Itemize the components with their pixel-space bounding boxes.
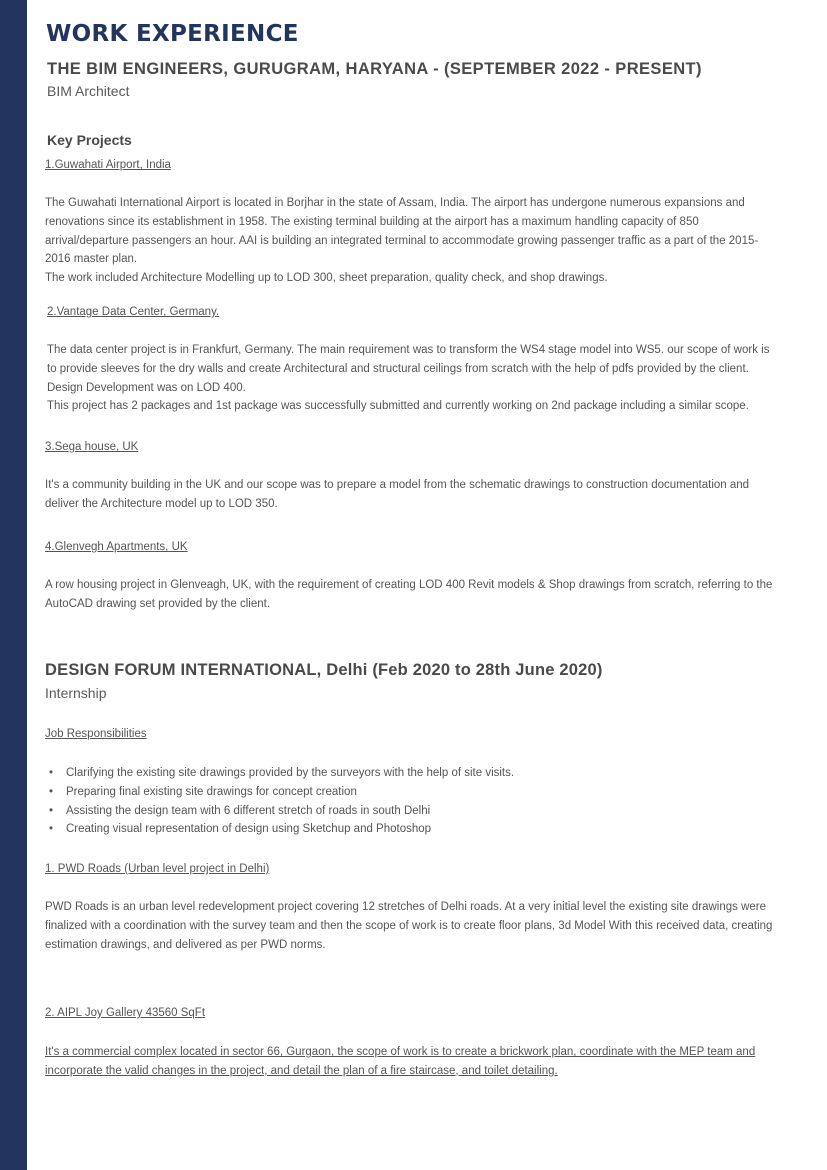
project-desc-vantage <box>47 341 775 416</box>
job1-role: BIM Architect <box>47 83 130 99</box>
paragraph: A row housing project in Glenveagh, UK, with the requirement of creating LOD 400 Revit models & Shop drawings from scratch, referring to the AutoCAD drawing set provided by the client. <box>45 579 773 610</box>
paragraph: PWD Roads is an urban level redevelopment project covering 12 stretches of Delhi roads. At a very initial level the existing site drawings were finalized with a coordination with the survey team and then the scope of work is to create floor plans, 3d Model With this received data, creating estimation drawings, and delivered as per PWD norms. <box>45 901 773 951</box>
sidebar-accent-strip <box>0 0 27 1170</box>
project-desc-pwd-roads <box>45 898 775 954</box>
project-desc-sega <box>45 476 775 514</box>
project-title-glenvegh: 4.Glenvegh Apartments, UK <box>45 541 188 553</box>
section-title: WORK EXPERIENCE <box>46 21 299 47</box>
project-desc-aipl-joy-gallery <box>45 1043 775 1081</box>
paragraph: The work included Architecture Modelling up to LOD 300, sheet preparation, quality check, and shop drawings. <box>45 272 608 285</box>
project-title-sega: 3.Sega house, UK <box>45 441 139 453</box>
responsibilities-list <box>46 764 514 839</box>
project-desc-glenvegh <box>45 576 775 614</box>
paragraph: The data center project is in Frankfurt, Germany. The main requirement was to transform the WS4 stage model into WS5. our scope of work is to provide sleeves for the dry walls and create Architectural and structural ceilings from scratch with the help of pdfs provided by the client. Design Development was on LOD 400. <box>47 344 770 394</box>
project-desc-guwahati <box>45 194 775 288</box>
list-item: • Clarifying the existing site drawings provided by the surveyors with the help of site visits. <box>46 764 514 783</box>
job-responsibilities-heading: Job Responsibilities <box>45 728 147 740</box>
project-title-pwd-roads: 1. PWD Roads (Urban level project in Delhi) <box>45 863 270 875</box>
paragraph: It's a community building in the UK and our scope was to prepare a model from the schematic drawings to construction documentation and deliver the Architecture model up to LOD 350. <box>45 479 750 510</box>
job2-role: Internship <box>45 685 107 701</box>
paragraph: It's a commercial complex located in sector 66, Gurgaon, the scope of work is to create a brickwork plan, coordinate with the MEP team and incorporate the valid changes in the project, and detail the plan of a fire staircase, and toilet detailing. <box>45 1046 756 1077</box>
paragraph: This project has 2 packages and 1st package was successfully submitted and currently working on 2nd package including a similar scope. <box>47 400 749 413</box>
list-item: • Creating visual representation of design using Sketchup and Photoshop <box>46 820 514 839</box>
key-projects-heading: Key Projects <box>47 132 132 148</box>
job2-company: DESIGN FORUM INTERNATIONAL, Delhi (Feb 2020 to 28th June 2020) <box>45 661 603 679</box>
project-title-guwahati: 1.Guwahati Airport, India <box>45 159 171 171</box>
paragraph: The Guwahati International Airport is located in Borjhar in the state of Assam, India. The airport has undergone numerous expansions and renovations since its establishment in 1958. The existing terminal building at the airport has a maximum handling capacity of 850 arrival/departure passengers an hour. AAI is building an integrated terminal to accommodate growing passenger traffic as a part of the 2015-2016 master plan. <box>45 197 759 266</box>
list-item: • Assisting the design team with 6 different stretch of roads in south Delhi <box>46 802 514 821</box>
list-item: • Preparing final existing site drawings for concept creation <box>46 783 514 802</box>
job1-company: THE BIM ENGINEERS, GURUGRAM, HARYANA - (SEPTEMBER 2022 - PRESENT) <box>47 60 702 78</box>
project-title-aipl-joy-gallery: 2. AIPL Joy Gallery 43560 SqFt <box>45 1007 206 1019</box>
project-title-vantage: 2.Vantage Data Center, Germany. <box>47 306 220 318</box>
